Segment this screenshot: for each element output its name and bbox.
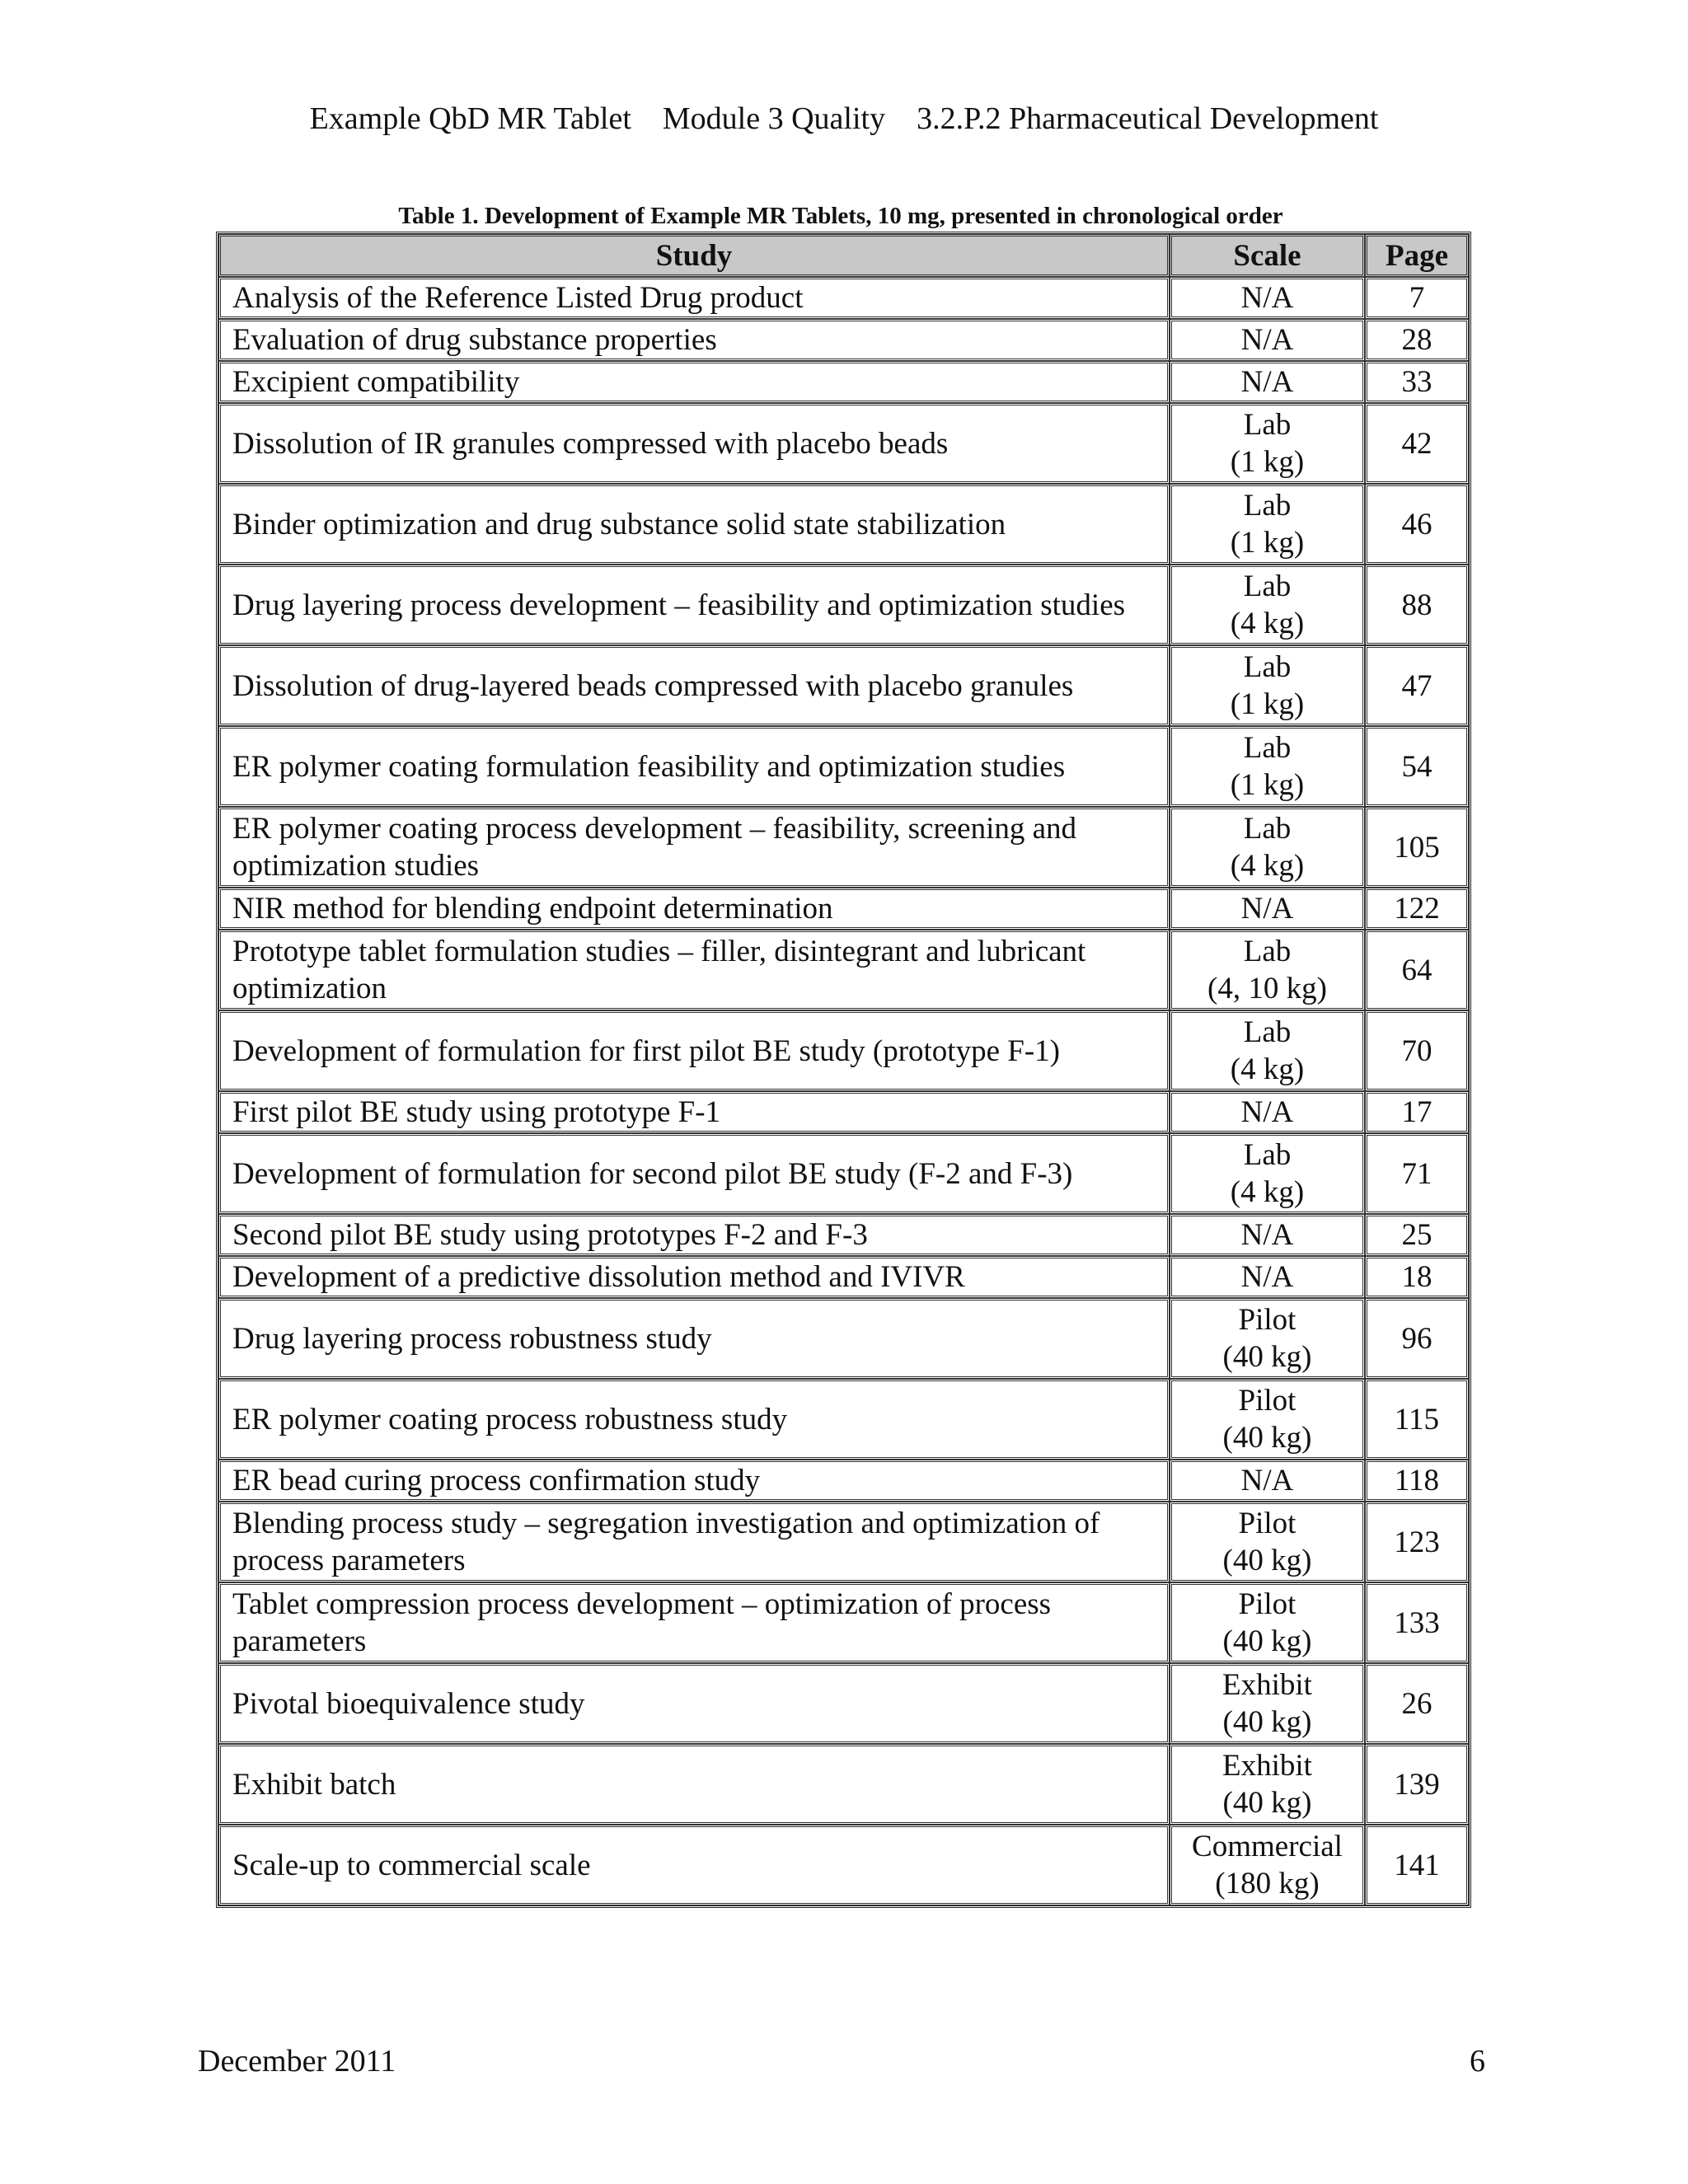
scale-line: (180 kg)	[1215, 1867, 1320, 1900]
study-cell: Dissolution of drug-layered beads compressed with placebo granules	[218, 645, 1170, 726]
scale-line: (40 kg)	[1222, 1544, 1312, 1577]
scale-line: Lab	[1243, 408, 1292, 442]
scale-cell	[1170, 1744, 1365, 1825]
table-row	[218, 930, 1469, 1010]
scale-line: Exhibit	[1222, 1749, 1312, 1783]
scale-line: (1 kg)	[1230, 687, 1305, 721]
study-cell: Evaluation of drug substance properties	[218, 319, 1170, 361]
page-cell: 46	[1365, 484, 1469, 565]
table-row	[218, 1379, 1469, 1460]
scale-line: (40 kg)	[1222, 1340, 1312, 1374]
column-header-study: Study	[218, 234, 1170, 277]
page-cell: 118	[1365, 1460, 1469, 1502]
table-row	[218, 1133, 1469, 1214]
scale-cell	[1170, 645, 1365, 726]
table-row	[218, 1460, 1469, 1502]
page-cell: 70	[1365, 1010, 1469, 1091]
page-cell: 141	[1365, 1825, 1469, 1905]
table-row	[218, 403, 1469, 484]
table-body	[218, 277, 1469, 1905]
study-cell: ER polymer coating formulation feasibility and optimization studies	[218, 726, 1170, 807]
scale-cell	[1170, 1582, 1365, 1663]
scale-cell	[1170, 565, 1365, 645]
scale-line: N/A	[1240, 323, 1294, 357]
page-cell: 64	[1365, 930, 1469, 1010]
page-cell: 96	[1365, 1298, 1469, 1379]
table-row	[218, 726, 1469, 807]
table-caption: Table 1. Development of Example MR Tablets, 10 mg, presented in chronological order	[398, 203, 1283, 229]
study-cell: Exhibit batch	[218, 1744, 1170, 1825]
page-cell: 123	[1365, 1502, 1469, 1582]
footer-page-number: 6	[1470, 2044, 1485, 2079]
scale-line: N/A	[1240, 892, 1294, 926]
scale-line: Lab	[1243, 1138, 1292, 1172]
scale-cell	[1170, 277, 1365, 319]
study-cell: Tablet compression process development – optimization of process parameters	[218, 1582, 1170, 1663]
scale-line: (4, 10 kg)	[1207, 972, 1327, 1005]
study-cell: NIR method for blending endpoint determination	[218, 888, 1170, 930]
scale-cell	[1170, 1256, 1365, 1298]
study-cell: ER polymer coating process robustness study	[218, 1379, 1170, 1460]
table-row	[218, 565, 1469, 645]
scale-cell	[1170, 361, 1365, 403]
page-cell: 54	[1365, 726, 1469, 807]
study-cell: First pilot BE study using prototype F-1	[218, 1091, 1170, 1133]
page-header: Example QbD MR Tablet Module 3 Quality 3.2.P.2 Pharmaceutical Development	[309, 101, 1379, 136]
page-cell: 105	[1365, 807, 1469, 888]
scale-line: (4 kg)	[1230, 849, 1305, 883]
study-cell: Pivotal bioequivalence study	[218, 1663, 1170, 1744]
scale-cell	[1170, 1214, 1365, 1256]
study-cell: Blending process study – segregation investigation and optimization of process parameters	[218, 1502, 1170, 1582]
scale-cell	[1170, 1663, 1365, 1744]
scale-line: (4 kg)	[1230, 1052, 1305, 1086]
scale-line: (1 kg)	[1230, 526, 1305, 560]
scale-cell	[1170, 1502, 1365, 1582]
scale-cell	[1170, 1133, 1365, 1214]
page-cell: 139	[1365, 1744, 1469, 1825]
table-row	[218, 1298, 1469, 1379]
page-cell: 133	[1365, 1582, 1469, 1663]
scale-line: Lab	[1243, 935, 1292, 968]
study-cell: Dissolution of IR granules compressed with placebo beads	[218, 403, 1170, 484]
study-cell: Drug layering process robustness study	[218, 1298, 1170, 1379]
scale-cell	[1170, 888, 1365, 930]
study-cell: ER polymer coating process development – feasibility, screening and optimization studies	[218, 807, 1170, 888]
scale-cell	[1170, 726, 1365, 807]
page-cell: 115	[1365, 1379, 1469, 1460]
scale-cell	[1170, 1379, 1365, 1460]
table-row	[218, 1256, 1469, 1298]
scale-line: (4 kg)	[1230, 607, 1305, 640]
table-row	[218, 888, 1469, 930]
scale-line: N/A	[1240, 1260, 1294, 1294]
footer-date: December 2011	[198, 2044, 396, 2079]
scale-cell	[1170, 1091, 1365, 1133]
scale-line: Lab	[1243, 812, 1292, 846]
development-table-container	[216, 232, 1466, 1908]
study-cell: Prototype tablet formulation studies – filler, disintegrant and lubricant optimization	[218, 930, 1170, 1010]
scale-cell	[1170, 807, 1365, 888]
study-cell: Drug layering process development – feasibility and optimization studies	[218, 565, 1170, 645]
page-cell: 25	[1365, 1214, 1469, 1256]
table-row	[218, 1010, 1469, 1091]
scale-cell	[1170, 1460, 1365, 1502]
table-row	[218, 1825, 1469, 1905]
column-header-page: Page	[1365, 234, 1469, 277]
page-cell: 18	[1365, 1256, 1469, 1298]
scale-cell	[1170, 930, 1365, 1010]
study-cell: Development of formulation for first pilot BE study (prototype F-1)	[218, 1010, 1170, 1091]
scale-line: (40 kg)	[1222, 1705, 1312, 1739]
page-cell: 33	[1365, 361, 1469, 403]
table-row	[218, 277, 1469, 319]
scale-line: Pilot	[1238, 1587, 1296, 1621]
scale-line: Commercial	[1192, 1830, 1343, 1863]
table-row	[218, 1091, 1469, 1133]
page-cell: 47	[1365, 645, 1469, 726]
scale-line: N/A	[1240, 1464, 1294, 1497]
scale-line: N/A	[1240, 365, 1294, 399]
study-cell: Scale-up to commercial scale	[218, 1825, 1170, 1905]
study-cell: Second pilot BE study using prototypes F-2 and F-3	[218, 1214, 1170, 1256]
scale-line: Exhibit	[1222, 1668, 1312, 1702]
scale-line: Lab	[1243, 731, 1292, 765]
scale-cell	[1170, 484, 1365, 565]
scale-line: Pilot	[1238, 1384, 1296, 1418]
table-row	[218, 1502, 1469, 1582]
study-cell: Binder optimization and drug substance solid state stabilization	[218, 484, 1170, 565]
page-cell: 7	[1365, 277, 1469, 319]
table-row	[218, 1582, 1469, 1663]
scale-line: Lab	[1243, 650, 1292, 684]
scale-line: (1 kg)	[1230, 445, 1305, 479]
scale-line: N/A	[1240, 281, 1294, 315]
table-row	[218, 319, 1469, 361]
scale-line: (1 kg)	[1230, 768, 1305, 802]
scale-line: (4 kg)	[1230, 1175, 1305, 1209]
table-row	[218, 1744, 1469, 1825]
page-cell: 42	[1365, 403, 1469, 484]
study-cell: Development of formulation for second pilot BE study (F-2 and F-3)	[218, 1133, 1170, 1214]
table-row	[218, 361, 1469, 403]
scale-cell	[1170, 319, 1365, 361]
scale-line: (40 kg)	[1222, 1624, 1312, 1658]
development-table	[216, 232, 1471, 1908]
page-cell: 71	[1365, 1133, 1469, 1214]
scale-cell	[1170, 1298, 1365, 1379]
scale-line: Pilot	[1238, 1303, 1296, 1337]
scale-cell	[1170, 1825, 1365, 1905]
scale-cell	[1170, 403, 1365, 484]
table-header-row	[218, 234, 1469, 277]
scale-line: Lab	[1243, 569, 1292, 603]
table-row	[218, 645, 1469, 726]
table-row	[218, 807, 1469, 888]
table-row	[218, 1663, 1469, 1744]
scale-line: Pilot	[1238, 1507, 1296, 1540]
scale-line: Lab	[1243, 489, 1292, 523]
table-row	[218, 484, 1469, 565]
scale-line: (40 kg)	[1222, 1421, 1312, 1455]
study-cell: Development of a predictive dissolution method and IVIVR	[218, 1256, 1170, 1298]
page-cell: 17	[1365, 1091, 1469, 1133]
page-cell: 26	[1365, 1663, 1469, 1744]
table-row	[218, 1214, 1469, 1256]
column-header-scale: Scale	[1170, 234, 1365, 277]
scale-line: Lab	[1243, 1015, 1292, 1049]
study-cell: Analysis of the Reference Listed Drug product	[218, 277, 1170, 319]
study-cell: ER bead curing process confirmation study	[218, 1460, 1170, 1502]
page-cell: 88	[1365, 565, 1469, 645]
page-cell: 122	[1365, 888, 1469, 930]
scale-line: N/A	[1240, 1218, 1294, 1252]
scale-line: (40 kg)	[1222, 1786, 1312, 1820]
scale-line: N/A	[1240, 1095, 1294, 1129]
page-cell: 28	[1365, 319, 1469, 361]
study-cell: Excipient compatibility	[218, 361, 1170, 403]
scale-cell	[1170, 1010, 1365, 1091]
